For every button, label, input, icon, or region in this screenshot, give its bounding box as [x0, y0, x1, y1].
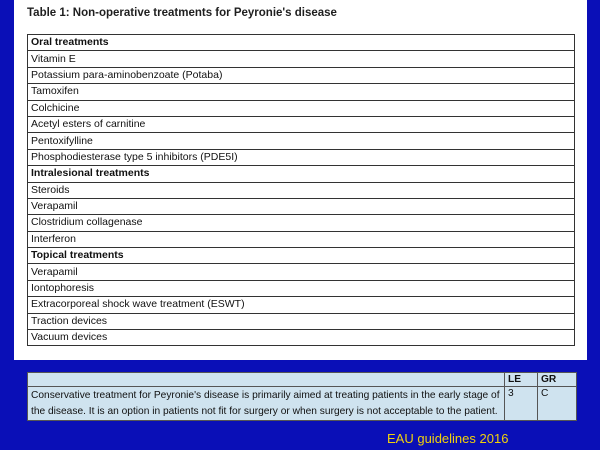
treatments-table — [27, 34, 575, 346]
table-row — [28, 264, 575, 280]
table-row — [28, 116, 575, 132]
table-row — [28, 198, 575, 214]
treatment-cell: Iontophoresis — [28, 280, 575, 296]
recommendation-header-text — [28, 373, 505, 387]
table-row — [28, 84, 575, 100]
table-row — [28, 280, 575, 296]
section-header-cell: Intralesional treatments — [28, 166, 575, 182]
level-of-evidence: 3 — [505, 387, 538, 421]
section-header-row — [28, 166, 575, 182]
recommendation-header-row — [28, 373, 577, 387]
gr-header: GR — [538, 373, 577, 387]
treatment-cell: Verapamil — [28, 264, 575, 280]
le-header: LE — [505, 373, 538, 387]
table-row — [28, 297, 575, 313]
treatment-cell: Potassium para-aminobenzoate (Potaba) — [28, 67, 575, 83]
section-header-row — [28, 248, 575, 264]
treatment-cell: Vacuum devices — [28, 330, 575, 346]
table-row — [28, 313, 575, 329]
table-row — [28, 51, 575, 67]
treatment-cell: Verapamil — [28, 198, 575, 214]
treatment-cell: Tamoxifen — [28, 84, 575, 100]
treatment-cell: Phosphodiesterase type 5 inhibitors (PDE5I) — [28, 149, 575, 165]
treatment-cell: Vitamin E — [28, 51, 575, 67]
treatment-cell: Interferon — [28, 231, 575, 247]
table-row — [28, 182, 575, 198]
grade-of-recommendation: C — [538, 387, 577, 421]
treatment-cell: Acetyl esters of carnitine — [28, 116, 575, 132]
treatment-cell: Clostridium collagenase — [28, 215, 575, 231]
treatment-cell: Colchicine — [28, 100, 575, 116]
treatment-cell: Traction devices — [28, 313, 575, 329]
source-caption: EAU guidelines 2016 — [387, 431, 509, 446]
treatment-cell: Pentoxifylline — [28, 133, 575, 149]
treatment-cell: Extracorporeal shock wave treatment (ESWT) — [28, 297, 575, 313]
table-row — [28, 133, 575, 149]
table-row — [28, 231, 575, 247]
recommendation-table — [27, 372, 577, 421]
section-header-cell: Topical treatments — [28, 248, 575, 264]
table-row — [28, 149, 575, 165]
table-row — [28, 330, 575, 346]
section-header-cell: Oral treatments — [28, 35, 575, 51]
table-row — [28, 100, 575, 116]
recommendation-text: Conservative treatment for Peyronie's disease is primarily aimed at treating patients in the early stage of the disease. It is an option in patients not fit for surgery or when surgery is not acceptable to the patient. — [28, 387, 505, 421]
table-title: Table 1: Non-operative treatments for Peyronie's disease — [27, 7, 337, 19]
table-row — [28, 215, 575, 231]
recommendation-row — [28, 387, 577, 421]
treatment-cell: Steroids — [28, 182, 575, 198]
treatments-table-body — [28, 35, 575, 346]
table-row — [28, 67, 575, 83]
section-header-row — [28, 35, 575, 51]
